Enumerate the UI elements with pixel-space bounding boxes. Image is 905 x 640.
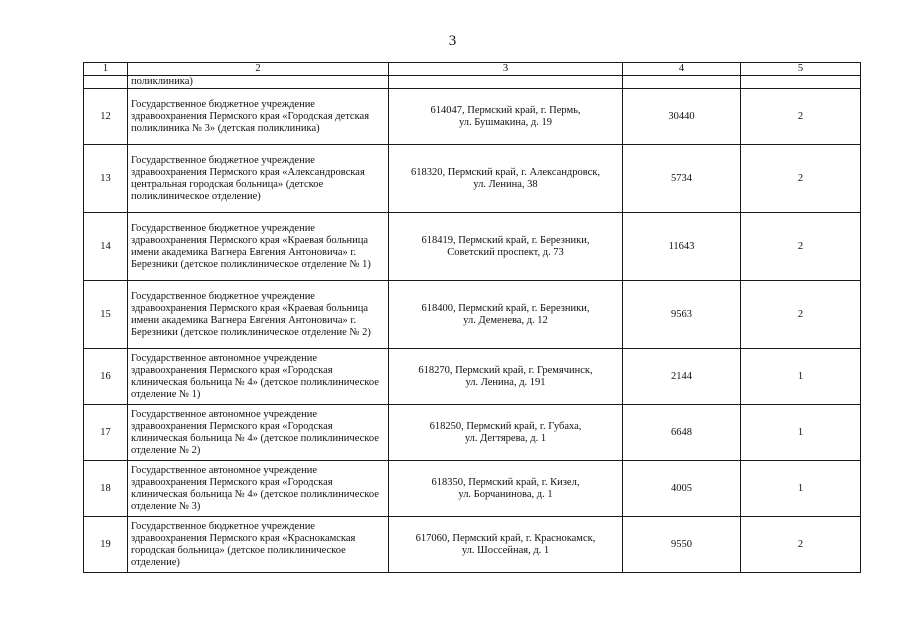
address-line: ул. Бушмакина, д. 19 xyxy=(459,116,552,128)
table-row xyxy=(84,89,861,145)
institution-category: 2 xyxy=(741,281,861,349)
table-row xyxy=(84,145,861,213)
institution-category: 2 xyxy=(741,213,861,281)
address-line: 618250, Пермский край, г. Губаха, xyxy=(429,420,582,432)
institution-name: Государственное автономное учреждение здравоохранения Пермского края «Городская клиническая больница № 4» (детское поликлиническое отделение № 2) xyxy=(128,405,389,461)
institution-category: 2 xyxy=(741,89,861,145)
attached-population xyxy=(623,76,741,89)
institution-address xyxy=(389,461,623,517)
table-body xyxy=(84,76,861,573)
institution-address xyxy=(389,89,623,145)
attached-population: 11643 xyxy=(623,213,741,281)
row-number: 16 xyxy=(84,349,128,405)
attached-population: 9563 xyxy=(623,281,741,349)
attached-population: 30440 xyxy=(623,89,741,145)
address-line: ул. Борчанинова, д. 1 xyxy=(458,488,553,500)
table-row xyxy=(84,461,861,517)
institution-name: Государственное бюджетное учреждение здравоохранения Пермского края «Городская детская поликлиника № 3» (детская поликлиника) xyxy=(128,89,389,145)
institutions-table xyxy=(83,62,861,573)
institution-address xyxy=(389,349,623,405)
institution-category: 2 xyxy=(741,145,861,213)
row-number: 14 xyxy=(84,213,128,281)
attached-population: 6648 xyxy=(623,405,741,461)
address-line: ул. Дегтярева, д. 1 xyxy=(464,432,547,444)
attached-population: 4005 xyxy=(623,461,741,517)
attached-population: 9550 xyxy=(623,517,741,573)
row-number: 19 xyxy=(84,517,128,573)
table-row xyxy=(84,281,861,349)
institution-category xyxy=(741,76,861,89)
table-row xyxy=(84,213,861,281)
institution-address xyxy=(389,145,623,213)
institution-address xyxy=(389,405,623,461)
row-number: 18 xyxy=(84,461,128,517)
institution-name: Государственное бюджетное учреждение здравоохранения Пермского края «Краевая больница имени академика Вагнера Евгения Антоновича» г. Березники (детское поликлиническое отделение № 2) xyxy=(128,281,389,349)
address-line: ул. Деменева, д. 12 xyxy=(463,314,548,326)
institution-name: Государственное бюджетное учреждение здравоохранения Пермского края «Краевая больница имени академика Вагнера Евгения Антоновича» г. Березники (детское поликлиническое отделение № 1) xyxy=(128,213,389,281)
continuation-row xyxy=(84,76,861,89)
institution-name: Государственное автономное учреждение здравоохранения Пермского края «Городская клиническая больница № 4» (детское поликлиническое отделение № 3) xyxy=(128,461,389,517)
institution-address xyxy=(389,76,623,89)
address-line: ул. Ленина, д. 191 xyxy=(465,376,546,388)
address-line: ул. Шоссейная, д. 1 xyxy=(461,544,550,556)
institution-category: 2 xyxy=(741,517,861,573)
institution-address xyxy=(389,213,623,281)
attached-population: 2144 xyxy=(623,349,741,405)
institution-name: Государственное бюджетное учреждение здравоохранения Пермского края «Александровская центральная городская больница» (детское поликлиническое отделение) xyxy=(128,145,389,213)
table-header xyxy=(84,63,861,76)
institution-category: 1 xyxy=(741,405,861,461)
institution-name: Государственное бюджетное учреждение здравоохранения Пермского края «Краснокамская городская больница» (детское поликлиническое отделение) xyxy=(128,517,389,573)
institution-name: поликлиника) xyxy=(128,76,389,89)
address-line: 618320, Пермский край, г. Александровск, xyxy=(410,166,601,178)
address-line: ул. Ленина, 38 xyxy=(473,178,538,190)
row-number: 17 xyxy=(84,405,128,461)
institution-category: 1 xyxy=(741,461,861,517)
address-line: 614047, Пермский край, г. Пермь, xyxy=(430,104,581,116)
institution-category: 1 xyxy=(741,349,861,405)
column-header-3: 3 xyxy=(389,63,623,76)
address-line: 618350, Пермский край, г. Кизел, xyxy=(431,476,580,488)
institution-address xyxy=(389,517,623,573)
row-number xyxy=(84,76,128,89)
attached-population: 5734 xyxy=(623,145,741,213)
column-header-2: 2 xyxy=(128,63,389,76)
institution-address xyxy=(389,281,623,349)
address-line: 618400, Пермский край, г. Березники, xyxy=(421,302,590,314)
table-row xyxy=(84,405,861,461)
table-row xyxy=(84,517,861,573)
address-line: 618419, Пермский край, г. Березники, xyxy=(421,234,590,246)
address-line: Советский проспект, д. 73 xyxy=(447,246,564,258)
column-header-1: 1 xyxy=(84,63,128,76)
header-row xyxy=(84,63,861,76)
column-header-5: 5 xyxy=(741,63,861,76)
address-line: 618270, Пермский край, г. Гремячинск, xyxy=(418,364,593,376)
institution-name: Государственное автономное учреждение здравоохранения Пермского края «Городская клиническая больница № 4» (детское поликлиническое отделение № 1) xyxy=(128,349,389,405)
table-row xyxy=(84,349,861,405)
address-line: 617060, Пермский край, г. Краснокамск, xyxy=(415,532,596,544)
row-number: 12 xyxy=(84,89,128,145)
row-number: 15 xyxy=(84,281,128,349)
page-number: 3 xyxy=(448,33,457,49)
row-number: 13 xyxy=(84,145,128,213)
column-header-4: 4 xyxy=(623,63,741,76)
